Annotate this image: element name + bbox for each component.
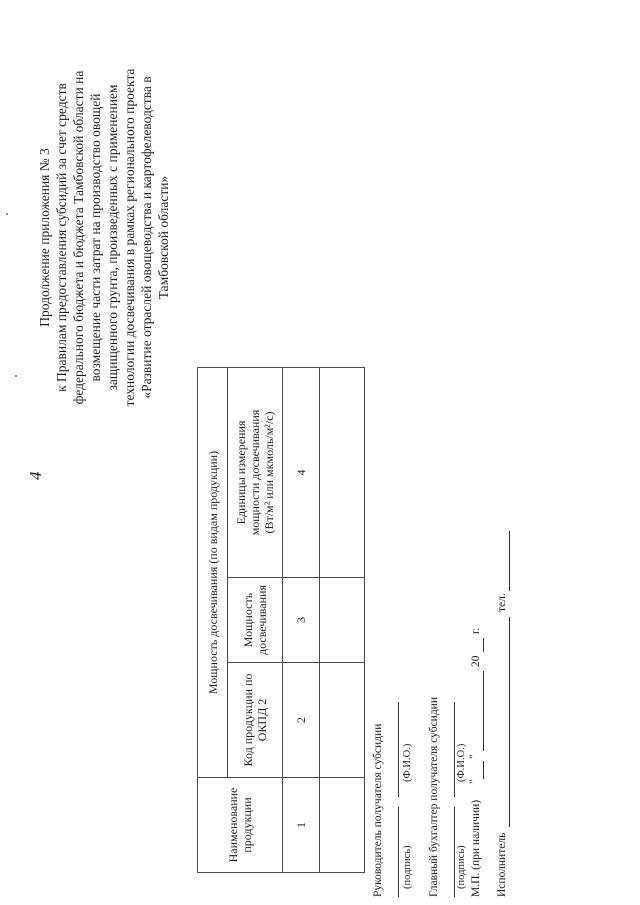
heading-line: технологии досвечивания в рамках регионального проекта <box>122 68 137 407</box>
header-product-name: Наименование продукции <box>198 778 283 873</box>
empty-cell <box>320 367 365 577</box>
empty-cell <box>320 778 365 873</box>
empty-cell <box>320 578 365 663</box>
heading-line: к Правилам предоставления субсидий за счет средств <box>54 83 69 392</box>
phone-line <box>509 531 510 591</box>
column-number: 2 <box>283 663 320 778</box>
accountant-label: Главный бухгалтер получателя субсидии <box>428 697 440 897</box>
heading-line: «Развитие отраслей овощеводства и картофелеводства в <box>139 76 154 399</box>
column-number: 3 <box>283 578 320 663</box>
executor-line <box>509 617 510 827</box>
signature-line <box>398 807 399 897</box>
heading-line: защищенного грунта, произведенных с применением <box>105 84 120 391</box>
heading-line: Тамбовской области» <box>156 175 171 300</box>
date-year-suffix: г. <box>470 627 482 634</box>
executor-label: Исполнитель <box>496 832 508 897</box>
date-day-line <box>483 761 484 779</box>
heading-line: федерального бюджета и бюджета Тамбовской области на <box>71 70 86 405</box>
date-quote-close: " <box>468 754 480 759</box>
scan-speck <box>15 375 17 377</box>
page-number: 4 <box>26 471 45 480</box>
appendix-heading <box>36 10 172 465</box>
header-power: Мощность досвечивания <box>228 578 283 663</box>
head-label: Руководитель получателя субсидии <box>372 723 384 897</box>
name-line <box>454 702 455 797</box>
column-number: 4 <box>283 367 320 577</box>
power-table <box>197 367 365 873</box>
header-units-line: мощности досвечивания <box>248 409 262 536</box>
header-okpd-code: Код продукции по ОКПД 2 <box>228 663 283 778</box>
signature-hint: (подпись) <box>456 845 467 889</box>
phone-label: тел. <box>496 593 508 612</box>
heading-line: Продолжение приложения № 3 <box>37 148 52 327</box>
signature-line <box>454 807 455 897</box>
name-hint: (Ф.И.О.) <box>456 743 467 782</box>
column-number: 1 <box>283 778 320 873</box>
date-year-line <box>483 638 484 652</box>
header-units <box>228 367 283 577</box>
date-month-line <box>483 671 484 751</box>
date-quote-open: " <box>468 779 480 784</box>
name-hint: (Ф.И.О.) <box>402 743 413 782</box>
name-line <box>398 702 399 797</box>
scan-speck <box>6 213 8 215</box>
empty-cell <box>320 663 365 778</box>
stamp-label: М.П. (при наличии) <box>470 799 482 897</box>
header-power-group: Мощность досвечивания (по видам продукции) <box>198 367 228 777</box>
date-year-prefix: 20 <box>470 655 482 667</box>
header-units-line: (Вт/м² или мкмоль/м²/с) <box>262 411 276 534</box>
heading-line: возмещение части затрат на производство овощей <box>88 93 103 382</box>
signature-hint: (подпись) <box>402 845 413 889</box>
header-units-line: Единицы измерения <box>234 420 248 525</box>
